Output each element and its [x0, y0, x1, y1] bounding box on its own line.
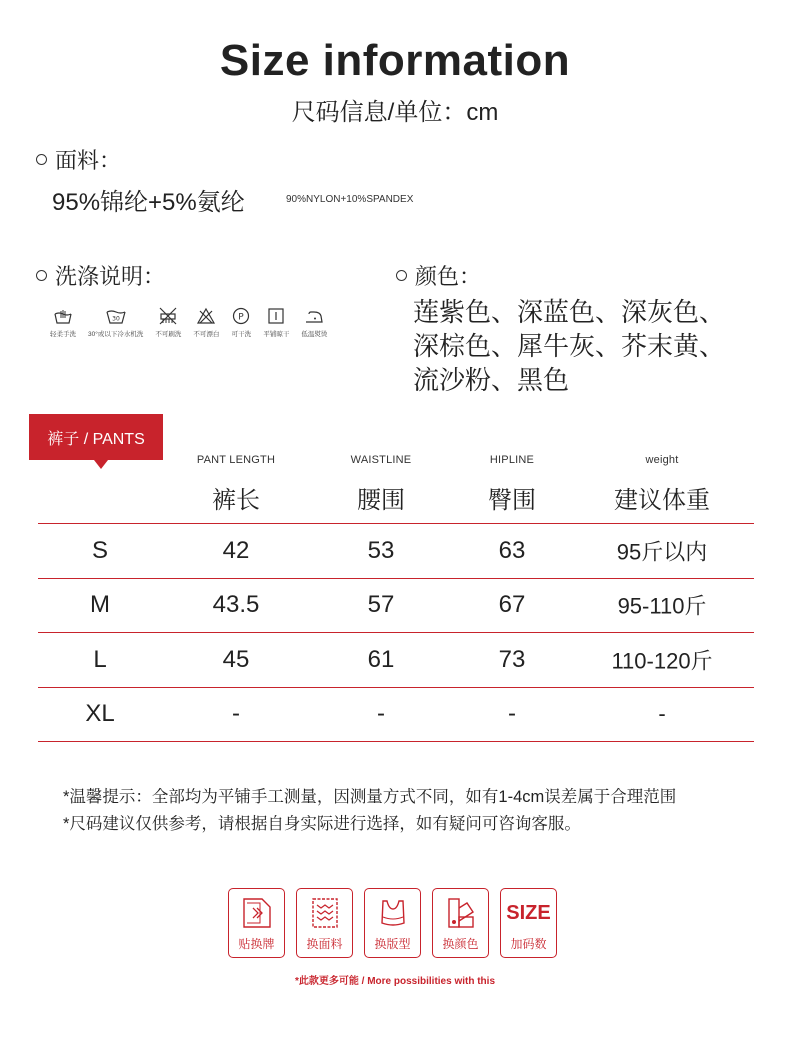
table-row: [38, 579, 754, 634]
pants-tag-pointer: [94, 460, 108, 469]
tag-swap-icon: [238, 895, 276, 931]
header-en-length: PANT LENGTH: [196, 454, 276, 466]
care-item: [50, 306, 76, 338]
colors-label: 颜色：: [415, 264, 482, 289]
cell-size: S: [91, 536, 109, 564]
colors-line: 深棕色、犀牛灰、芥末黄、: [413, 331, 726, 361]
care-item: [263, 306, 289, 338]
cell-weight: -: [658, 701, 666, 727]
badge-label: 贴换牌: [238, 937, 275, 951]
header-cn-length: 裤长: [212, 487, 260, 514]
badge-label: 换版型: [374, 937, 411, 951]
fabric-label: 面料：: [55, 148, 122, 173]
cell-hip: -: [508, 700, 516, 728]
fabric-composition: 95%锦纶+5%氨纶: [52, 189, 245, 216]
table-row: [38, 633, 754, 688]
badge-tag-swap: [228, 888, 285, 958]
page-title: Size information: [219, 36, 571, 85]
header-cn-waist: 腰围: [357, 487, 405, 514]
wash-30-icon: [106, 306, 126, 326]
care-icons: [50, 306, 327, 338]
note-line: *温馨提示：全部均为平铺手工测量，因测量方式不同，如有1-4cm误差属于合理范围: [63, 788, 677, 806]
cell-hip: 63: [498, 536, 526, 564]
cell-weight: 95斤以内: [616, 539, 708, 565]
cell-waist: -: [377, 700, 385, 728]
flat-dry-icon: [266, 306, 286, 326]
no-bleach-icon: [196, 306, 216, 326]
badge-fabric-swap: [296, 888, 353, 958]
care-item-label: 可干洗: [231, 331, 252, 338]
cell-length: 42: [222, 536, 250, 564]
header-en-hip: HIPLINE: [489, 454, 535, 466]
care-item-label: 30°或以下冷水机洗: [88, 331, 144, 338]
badge-size-add: [500, 888, 557, 958]
svg-text:30: 30: [111, 315, 120, 323]
badge-label: 换颜色: [442, 937, 479, 951]
customization-badges: [228, 888, 557, 958]
size-add-icon: SIZE: [506, 902, 551, 924]
care-item-label: 轻柔手洗: [50, 331, 76, 338]
svg-text:P: P: [238, 312, 245, 323]
colors-section: [396, 260, 481, 291]
care-item-label: 低温熨烫: [301, 331, 328, 338]
cell-size: XL: [85, 700, 115, 728]
care-item: [155, 306, 181, 338]
pants-tag: 裤子 / PANTS: [29, 414, 163, 460]
hand-wash-icon: [53, 306, 73, 326]
care-item: [231, 306, 251, 338]
footnote: *此款更多可能 / More possibilities with this: [294, 976, 496, 987]
fabric-section: [36, 144, 121, 175]
care-item: [88, 306, 143, 338]
notes: [63, 784, 676, 838]
cell-waist: 53: [367, 536, 395, 564]
cell-waist: 61: [367, 645, 395, 673]
table-row: [38, 688, 754, 743]
colors-line: 莲紫色、深蓝色、深灰色、: [413, 297, 726, 327]
cell-size: M: [90, 591, 110, 619]
no-brush-icon: [158, 306, 178, 326]
color-swap-icon: [442, 895, 480, 931]
care-item: [193, 306, 219, 338]
cell-size: L: [93, 645, 107, 673]
badge-color-swap: [432, 888, 489, 958]
colors-line: 流沙粉、黑色: [413, 365, 570, 395]
colors-list: [413, 295, 753, 397]
bullet-icon: [396, 270, 407, 281]
care-item-label: 不可刷洗: [155, 331, 182, 338]
care-item-label: 平铺晾干: [263, 331, 290, 338]
size-table: [38, 446, 754, 742]
header-cn-weight: 建议体重: [614, 487, 710, 514]
table-row: [38, 524, 754, 579]
badge-label: 换面料: [306, 937, 343, 951]
fabric-composition-english: 90%NYLON+10%SPANDEX: [286, 194, 414, 205]
note-line: *尺码建议仅供参考，请根据自身实际进行选择，如有疑问可咨询客服。: [63, 815, 581, 833]
dry-clean-icon: [231, 306, 251, 326]
low-iron-icon: [304, 306, 324, 326]
cell-length: 43.5: [212, 591, 260, 619]
cell-hip: 67: [498, 591, 526, 619]
care-item-label: 不可漂白: [193, 331, 220, 338]
cell-length: -: [232, 700, 240, 728]
care-item: [301, 306, 327, 338]
care-section: [36, 260, 165, 291]
cell-waist: 57: [367, 591, 395, 619]
cell-weight: 95-110斤: [617, 593, 707, 619]
care-label: 洗涤说明：: [55, 264, 166, 289]
page-subtitle: 尺码信息/单位：cm: [291, 99, 499, 126]
header-cn-hip: 臀围: [488, 487, 536, 514]
pattern-swap-icon: [374, 895, 412, 931]
bullet-icon: [36, 270, 47, 281]
cell-length: 45: [222, 645, 250, 673]
header-en-waist: WAISTLINE: [350, 454, 412, 466]
header-en-weight: weight: [645, 454, 679, 466]
badge-pattern-swap: [364, 888, 421, 958]
bullet-icon: [36, 154, 47, 165]
fabric-swap-icon: [306, 895, 344, 931]
cell-weight: 110-120斤: [611, 648, 713, 674]
cell-hip: 73: [498, 645, 526, 673]
badge-label: 加码数: [510, 937, 547, 951]
